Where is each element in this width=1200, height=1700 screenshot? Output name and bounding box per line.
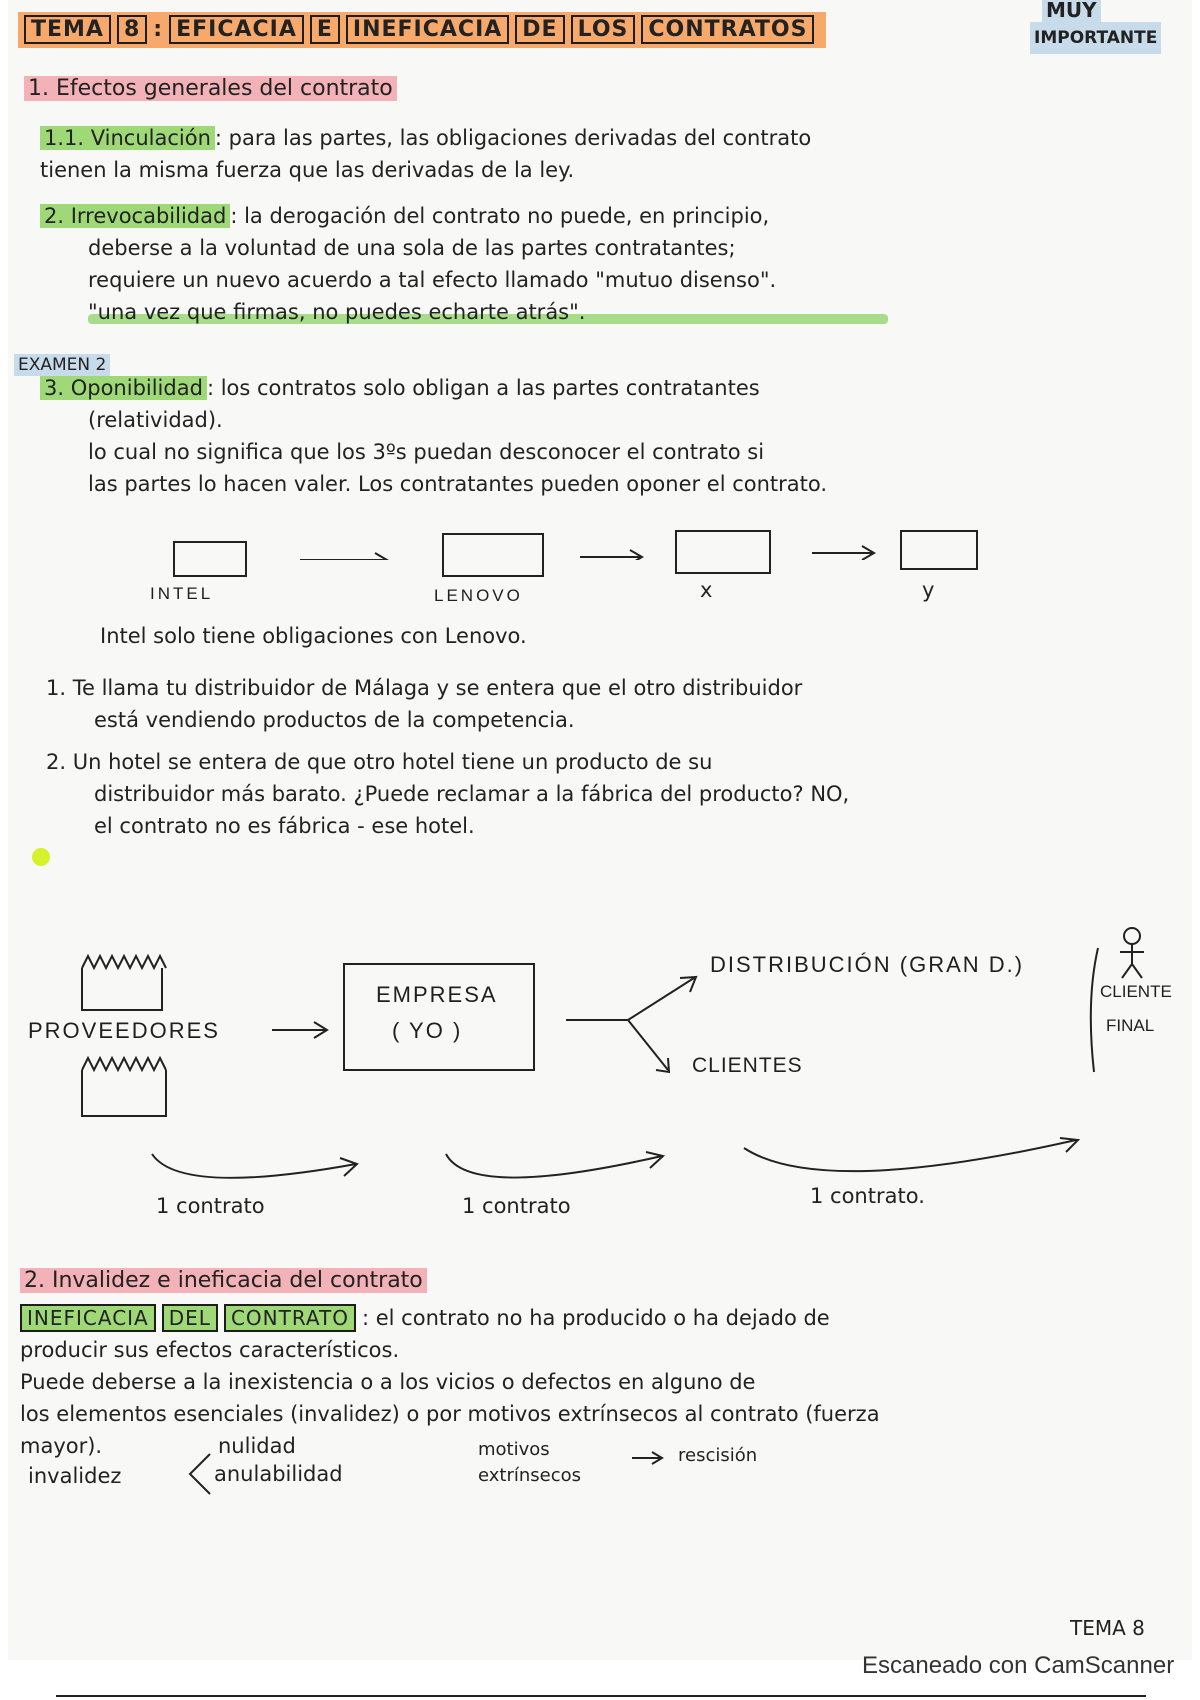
distribucion-label: DISTRIBUCIÓN (GRAN D.) [710,952,1025,977]
ineficacia-label-a: INEFICACIA [20,1304,156,1332]
chain-label-lenovo: LENOVO [434,586,523,605]
arrow-intel-lenovo [300,553,387,560]
arrow-x-y [812,546,874,560]
title-word-ineficacia: INEFICACIA [346,15,509,44]
supply-diagram [0,900,1200,1220]
proveedor-zigzag-bottom [82,1058,166,1070]
invalidez-label: invalidez [28,1464,122,1488]
empresa-label: EMPRESA [376,982,498,1007]
oponibilidad-paragraph [40,372,1190,500]
final-label: FINAL [1106,1016,1155,1035]
title-word-e: E [310,15,340,44]
cliente-label: CLIENTE [1100,982,1172,1001]
vinculacion-text-2: tienen la misma fuerza que las derivadas de la ley. [40,158,575,182]
page-tema-footer: TEMA 8 [1070,1616,1145,1640]
examples [46,672,1196,842]
vinculacion-text-1: : para las partes, las obligaciones derivadas del contrato [214,126,812,150]
arrow-to-empresa [272,1022,327,1038]
chain-label-intel: INTEL [150,584,214,603]
oponibilidad-text-2: (relatividad). [88,408,223,432]
example-1-line-1: 1. Te llama tu distribuidor de Málaga y se entera que el otro distribuidor [46,676,803,700]
ineficacia-text-2: producir sus efectos característicos. [20,1338,400,1362]
muy-label: MUY [1042,0,1101,26]
ineficacia-label-c: CONTRATO [224,1304,356,1332]
oponibilidad-text-4: las partes lo hacen valer. Los contratantes pueden oponer el contrato. [88,472,828,496]
irrevocabilidad-quote: "una vez que firmas, no puedes echarte atrás". [88,300,586,324]
chain-arrows [0,520,1200,560]
anulabilidad-label: anulabilidad [214,1462,343,1486]
ineficacia-text-5: mayor). [20,1434,103,1458]
arrow-to-distribucion [566,977,696,1020]
section-1-heading: 1. Efectos generales del contrato [24,72,397,105]
proveedor-zigzag-top [82,956,166,968]
example-2-line-2: distribuidor más barato. ¿Puede reclamar a la fábrica del producto? NO, [94,782,850,806]
irrevocabilidad-text-3: requiere un nuevo acuerdo a tal efecto llamado "mutuo disenso". [88,268,777,292]
oponibilidad-text-1: : los contratos solo obligan a las partes contratantes [206,376,760,400]
examen-badge: EXAMEN 2 [14,354,110,376]
example-1-line-2: está vendiendo productos de la competencia. [94,708,575,732]
proveedores-label: PROVEEDORES [28,1018,220,1043]
example-2-line-1: 2. Un hotel se entera de que otro hotel tiene un producto de su [46,750,713,774]
irrevocabilidad-text-1: : la derogación del contrato no puede, en principio, [230,204,770,228]
contract-arrow-1 [152,1154,357,1178]
example-2-line-3: el contrato no es fábrica - ese hotel. [94,814,475,838]
stick-body [1120,944,1144,978]
yo-label: ( YO ) [392,1018,463,1043]
irrevocabilidad-label: 2. Irrevocabilidad [40,204,230,228]
title-word-los: LOS [571,15,636,44]
title-colon: : [153,17,164,42]
title-word-de: DE [515,15,564,44]
contract-arrow-2 [446,1152,663,1178]
ineficacia-text-1: : el contrato no ha producido o ha dejado de [362,1306,830,1330]
proveedor-box-top [82,968,162,1010]
camscanner-watermark: Escaneado con CamScanner [862,1652,1175,1679]
title-tema: TEMA [24,15,111,44]
irrevocabilidad-paragraph [40,200,1190,328]
ineficacia-text-4: los elementos esenciales (invalidez) o por motivos extrínsecos al contrato (fuerza [20,1402,880,1426]
chain-label-x: x [700,578,713,602]
chain-label-y: y [922,578,935,602]
motivos-label: motivos [478,1439,550,1460]
stick-head [1124,928,1140,944]
ineficacia-text-3: Puede deberse a la inexistencia o a los vicios o defectos en alguno de [20,1370,756,1394]
cliente-bracket [1091,948,1098,1072]
vinculacion-paragraph [40,122,1190,186]
title-bar [18,12,826,48]
ineficacia-label-b: DEL [162,1304,218,1332]
rescision-label: rescisión [678,1445,758,1466]
title-number: 8 [117,15,147,44]
clientes-label: CLIENTES [692,1054,803,1077]
rescision-arrow [630,1448,670,1468]
extrinsecos-label: extrínsecos [478,1465,582,1486]
importante-label: IMPORTANTE [1030,22,1161,54]
empresa-box [344,964,534,1070]
contract-label-2: 1 contrato [462,1194,571,1218]
yellow-marker-dot [32,848,50,866]
title-word-contratos: CONTRATOS [641,15,814,44]
contract-label-1: 1 contrato [156,1194,265,1218]
vinculacion-label: 1.1. Vinculación [40,126,215,150]
arrow-lenovo-x [580,550,642,560]
intel-note: Intel solo tiene obligaciones con Lenovo. [100,624,527,648]
nulidad-label: nulidad [218,1434,296,1458]
contract-label-3: 1 contrato. [810,1184,925,1208]
footer-divider [56,1695,1146,1697]
irrevocabilidad-text-2: deberse a la voluntad de una sola de las partes contratantes; [88,236,736,260]
proveedor-box-bottom [82,1070,166,1116]
ineficacia-paragraph [20,1302,1180,1462]
oponibilidad-label: 3. Oponibilidad [40,376,207,400]
arrow-to-clientes [628,1020,669,1072]
contract-arrow-3 [744,1138,1078,1171]
oponibilidad-text-3: lo cual no significa que los 3ºs puedan desconocer el contrato si [88,440,765,464]
section-2-heading: 2. Invalidez e ineficacia del contrato [20,1264,427,1297]
title-word-eficacia: EFICACIA [169,15,304,44]
